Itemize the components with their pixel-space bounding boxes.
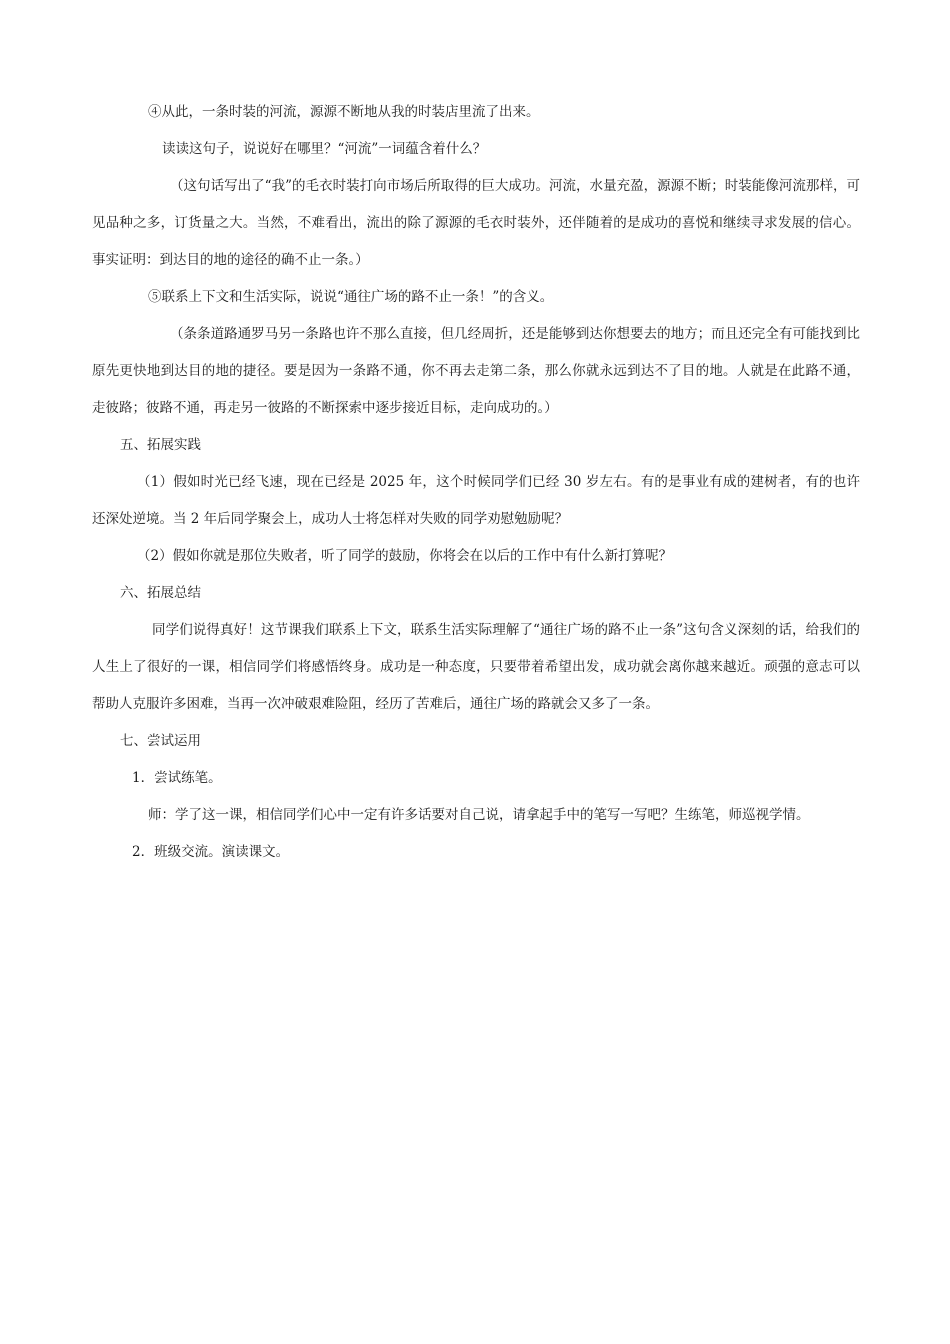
paragraph-practice-2: （2）假如你就是那位失败者，听了同学的鼓励，你将会在以后的工作中有什么新打算呢？ [137, 548, 673, 564]
list-item-2: 2．班级交流。演读课文。 [132, 844, 290, 860]
heading-section-5: 五、拓展实践 [120, 437, 201, 453]
paragraph-sentence-5: ⑤联系上下文和生活实际，说说“通往广场的路不止一条！”的含义。 [148, 289, 554, 305]
paragraph-practice-1: （1）假如时光已经飞速，现在已经是 2025 年，这个时候同学们已经 30 岁左右。有的是事业有成的建树者，有的也许还深处逆境。当 2 年后同学聚会上，成功人士将怎样对失败的同学劝慰勉励呢？ [92, 474, 860, 527]
list-item-1: 1．尝试练笔。 [132, 770, 222, 786]
paragraph-summary: 同学们说得真好！这节课我们联系上下文，联系生活实际理解了“通往广场的路不止一条”这句含义深刻的话，给我们的人生上了很好的一课，相信同学们将感悟终身。成功是一种态度，只要带着希望出发，成功就会离你越来越近。顽强的意志可以帮助人克服许多困难，当再一次冲破艰难险阻，经历了苦难后，通往广场的路就会又多了一条。 [92, 622, 860, 712]
heading-section-7: 七、尝试运用 [120, 733, 201, 749]
paragraph-sentence-4: ④从此，一条时装的河流，源源不断地从我的时装店里流了出来。 [148, 104, 540, 120]
paragraph-teacher: 师：学了这一课，相信同学们心中一定有许多话要对自己说，请拿起手中的笔写一写吧？生练笔，师巡视学情。 [148, 807, 810, 823]
heading-section-6: 六、拓展总结 [120, 585, 201, 601]
paragraph-answer-road: （条条道路通罗马另一条路也许不那么直接，但几经周折，还是能够到达你想要去的地方；而且还完全有可能找到比原先更快地到达目的地的捷径。要是因为一条路不通，你不再去走第二条，那么你就永远到达不了目的地。人就是在此路不通，走彼路；彼路不通，再走另一彼路的不断探索中逐步接近目标，走向成功的。） [92, 326, 860, 416]
paragraph-question-river: 读读这句子，说说好在哪里？“河流”一词蕴含着什么？ [162, 141, 487, 157]
paragraph-answer-river: （这句话写出了“我”的毛衣时装打向市场后所取得的巨大成功。河流，水量充盈，源源不断；时装能像河流那样，可见品种之多，订货量之大。当然，不难看出，流出的除了源源的毛衣时装外，还伴随着的是成功的喜悦和继续寻求发展的信心。事实证明：到达目的地的途径的确不止一条。） [92, 178, 860, 268]
